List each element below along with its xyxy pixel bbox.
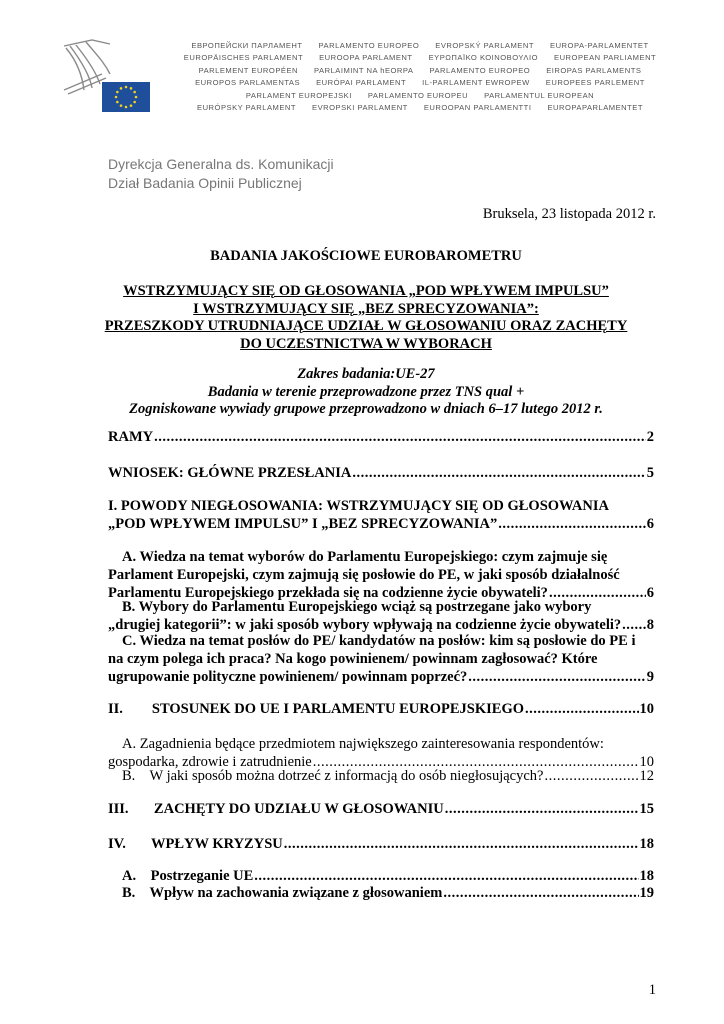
toc-leader-dots xyxy=(544,767,638,785)
toc-entry[interactable] xyxy=(108,497,654,533)
parliament-name: EURÓPAI PARLAMENT xyxy=(316,78,407,88)
flag-star-icon xyxy=(125,106,128,109)
toc-entry-title: A. Postrzeganie UE xyxy=(122,868,254,884)
toc-page-number: 9 xyxy=(646,669,654,685)
toc-page-number: 15 xyxy=(639,801,654,817)
toc-entry-line: I. POWODY NIEGŁOSOWANIA: WSTRZYMUJĄCY SIĘ OD GŁOSOWANIA xyxy=(108,498,609,514)
toc-page-number: 6 xyxy=(646,516,654,532)
parliament-name: PARLAMENTUL EUROPEAN xyxy=(484,90,595,100)
toc-entry[interactable] xyxy=(108,632,654,686)
parliament-name: EUROOPA PARLAMENT xyxy=(319,53,413,63)
flag-star-icon xyxy=(135,96,138,99)
parliament-name: ЕВРОПЕЙСКИ ПАРЛАМЕНТ xyxy=(191,41,303,50)
toc-entry-title: „drugiej kategorii”: w jaki sposób wybory wpływają na codzienne życie obywateli? xyxy=(108,617,622,633)
document-date: Bruksela, 23 listopada 2012 r. xyxy=(482,206,656,222)
parliament-names-row xyxy=(170,52,670,64)
parliament-name: PARLAMENTO EUROPEO xyxy=(318,41,420,50)
parliament-name: EUROPEAN PARLIAMENT xyxy=(554,53,657,63)
parliament-name: EVROPSKI PARLAMENT xyxy=(312,102,408,112)
toc-entry[interactable] xyxy=(108,867,654,885)
parliament-name: EUROOPAN PARLAMENTTI xyxy=(423,102,532,112)
toc-entry[interactable] xyxy=(108,835,654,853)
department xyxy=(108,155,334,193)
toc-page-number: 12 xyxy=(639,768,654,784)
toc-entry-title: ugrupowanie polityczne powinienem/ powinnam poprzeć? xyxy=(108,669,468,685)
toc-entry[interactable] xyxy=(108,735,654,771)
parliament-name: EUROPA-PARLAMENTET xyxy=(550,41,649,50)
toc-leader-dots xyxy=(525,700,638,718)
toc-page-number: 10 xyxy=(639,701,654,717)
toc-entry-line: A. Zagadnienia będące przedmiotem największego zainteresowania respondentów: xyxy=(122,736,604,752)
toc-leader-dots xyxy=(352,464,645,482)
report-title xyxy=(100,283,632,353)
toc-entry[interactable] xyxy=(108,884,654,902)
parliament-name: PARLAIMINT NA hEORPA xyxy=(314,65,414,75)
toc-entry-title: „POD WPŁYWEM IMPULSU” I „BEZ SPRECYZOWANIA” xyxy=(108,516,498,532)
toc-entry[interactable] xyxy=(108,598,654,634)
department-line-2: Dział Badania Opinii Publicznej xyxy=(108,175,302,191)
toc-entry-title: III. ZACHĘTY DO UDZIAŁU W GŁOSOWANIU xyxy=(108,801,444,817)
toc-entry-title: WNIOSEK: GŁÓWNE PRZESŁANIA xyxy=(108,465,352,481)
parliament-name: EUROPÄISCHES PARLAMENT xyxy=(183,53,304,63)
title-line: I WSTRZYMUJĄCY SIĘ „BEZ SPRECYZOWANIA”: xyxy=(193,300,539,317)
parliament-name: PARLEMENT EUROPÉEN xyxy=(198,65,299,75)
european-parliament-logo xyxy=(62,38,154,114)
parliament-name: EUROPAPARLAMENTET xyxy=(547,102,643,112)
scope-line: Badania w terenie przeprowadzone przez TNS qual + xyxy=(207,383,525,400)
toc-leader-dots xyxy=(154,428,646,446)
report-heading: BADANIA JAKOŚCIOWE EUROBAROMETRU xyxy=(210,248,522,264)
parliament-name: EUROPOS PARLAMENTAS xyxy=(195,78,301,88)
parliament-names-row xyxy=(170,40,670,52)
toc-entry[interactable] xyxy=(108,800,654,818)
parliament-names-block xyxy=(170,40,670,114)
toc-page-number: 19 xyxy=(639,885,654,901)
toc-entry-line: Parlament Europejski, czym zajmują się posłowie do PE, w jaki sposób działalność xyxy=(108,567,620,583)
toc-page-number: 2 xyxy=(646,429,654,445)
flag-star-icon xyxy=(116,101,119,104)
toc-leader-dots xyxy=(445,800,639,818)
toc-entry-title: gospodarka, zdrowie i zatrudnienie xyxy=(108,754,312,770)
flag-star-icon xyxy=(120,87,123,90)
parliament-names-row xyxy=(170,102,670,114)
parliament-name: PARLAMENT EUROPEJSKI xyxy=(245,90,352,100)
study-scope xyxy=(100,366,632,419)
parliament-name: EVROPSKÝ PARLAMENT xyxy=(435,41,534,50)
toc-leader-dots xyxy=(498,515,645,533)
title-line: PRZESZKODY UTRUDNIAJĄCE UDZIAŁ W GŁOSOWANIU ORAZ ZACHĘTY xyxy=(104,318,628,334)
department-line-1: Dyrekcja Generalna ds. Komunikacji xyxy=(108,156,334,172)
toc-entry-title: B. Wpływ na zachowania związane z głosowaniem xyxy=(122,885,443,901)
toc-page-number: 18 xyxy=(639,868,654,884)
toc-leader-dots xyxy=(254,867,638,885)
parliament-name: PARLAMENTO EUROPEU xyxy=(367,90,469,100)
flag-star-icon xyxy=(125,86,128,89)
toc-entry[interactable] xyxy=(108,767,654,785)
flag-star-icon xyxy=(120,104,123,107)
toc-page-number: 18 xyxy=(639,836,654,852)
toc-page-number: 5 xyxy=(646,465,654,481)
toc-entry-line: B. Wybory do Parlamentu Europejskiego wciąż są postrzegane jako wybory xyxy=(122,599,592,615)
parliament-names-row xyxy=(170,90,670,102)
toc-entry-title: RAMY xyxy=(108,429,154,445)
parliament-names-row xyxy=(170,65,670,77)
parliament-name: EIROPAS PARLAMENTS xyxy=(546,65,642,75)
toc-entry-title: B. W jaki sposób można dotrzeć z informacją do osób niegłosujących? xyxy=(122,768,544,784)
toc-page-number: 6 xyxy=(646,585,654,601)
parliament-name: PARLAMENTO EUROPEO xyxy=(429,65,531,75)
toc-leader-dots xyxy=(468,668,645,686)
flag-star-icon xyxy=(116,91,119,94)
toc-leader-dots xyxy=(443,884,638,902)
scope-line: Zogniskowane wywiady grupowe przeprowadzono w dniach 6–17 lutego 2012 r. xyxy=(129,401,603,417)
flag-star-icon xyxy=(115,96,118,99)
flag-star-icon xyxy=(133,101,136,104)
toc-entry-title: IV. WPŁYW KRYZYSU xyxy=(108,836,283,852)
toc-entry[interactable] xyxy=(108,464,654,482)
flag-star-icon xyxy=(130,104,133,107)
toc-entry[interactable] xyxy=(108,428,654,446)
toc-page-number: 8 xyxy=(646,617,654,633)
parliament-name: EUROPEES PARLEMENT xyxy=(545,78,645,88)
flag-star-icon xyxy=(133,91,136,94)
toc-entry[interactable] xyxy=(108,700,654,718)
toc-entry-title: II. STOSUNEK DO UE I PARLAMENTU EUROPEJSKIEGO xyxy=(108,701,525,717)
page-number: 1 xyxy=(648,982,656,998)
toc-entry-title: Parlamentu Europejskiego przekłada się na codzienne życie obywateli? xyxy=(108,585,548,601)
toc-page-number: 10 xyxy=(639,754,654,770)
toc-entry-line: A. Wiedza na temat wyborów do Parlamentu Europejskiego: czym zajmuje się xyxy=(122,549,608,565)
toc-entry[interactable] xyxy=(108,548,654,602)
parliament-name: ΕΥΡΩΠΑΪΚΟ ΚΟΙΝΟΒΟΥΛΙΟ xyxy=(428,53,538,63)
parliament-names-row xyxy=(170,77,670,89)
title-line: DO UCZESTNICTWA W WYBORACH xyxy=(240,335,492,352)
parliament-name: IL-PARLAMENT EWROPEW xyxy=(422,78,530,88)
parliament-name: EURÓPSKY PARLAMENT xyxy=(197,102,297,112)
title-line: WSTRZYMUJĄCY SIĘ OD GŁOSOWANIA „POD WPŁYWEM IMPULSU” xyxy=(123,283,609,299)
flag-star-icon xyxy=(130,87,133,90)
toc-entry-line: na czym polega ich praca? Na kogo powinienem/ powinnam zagłosować? Które xyxy=(108,651,598,667)
toc-entry-line: C. Wiedza na temat posłów do PE/ kandydatów na posłów: kim są posłowie do PE i xyxy=(122,633,636,649)
toc-leader-dots xyxy=(284,835,639,853)
scope-line: Zakres badania:UE-27 xyxy=(297,366,435,382)
